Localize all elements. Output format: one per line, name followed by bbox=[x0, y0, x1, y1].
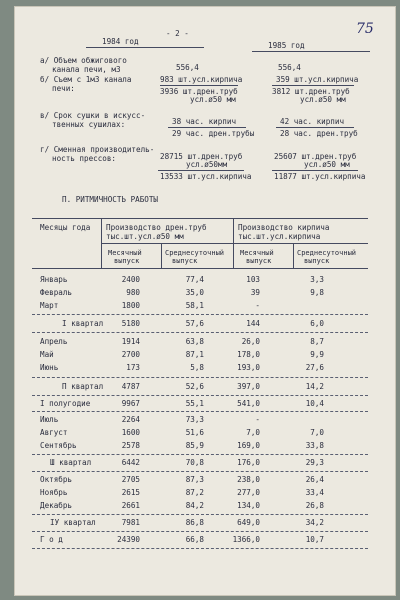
bricks-daily: 7,0 bbox=[310, 428, 324, 437]
row-separator bbox=[32, 314, 368, 315]
item-a-label: а/ Объем обжигового bbox=[40, 56, 127, 65]
pipes-monthly: 2700 bbox=[121, 350, 140, 359]
row-label: Ш квартал bbox=[50, 458, 92, 467]
pipes-monthly: 173 bbox=[126, 363, 140, 372]
pipes-daily: 52,6 bbox=[185, 382, 204, 391]
item-b-label-cont: печи: bbox=[52, 84, 75, 93]
row-separator bbox=[32, 377, 368, 378]
item-g-1984-divider bbox=[158, 170, 244, 171]
item-g-label-cont: ность прессов: bbox=[52, 154, 117, 163]
row-label: Февраль bbox=[40, 288, 73, 297]
sub-bricks-monthly: Месячный bbox=[240, 249, 274, 257]
item-v-1985-bricks: 42 час. кирпич bbox=[280, 117, 345, 126]
bricks-monthly: 277,0 bbox=[237, 488, 260, 497]
sub-pipes-daily: Среднесуточный bbox=[165, 249, 225, 257]
item-v-1984-pipes: 29 час. дрен.трубы bbox=[172, 129, 255, 138]
bricks-daily: 9,8 bbox=[310, 288, 324, 297]
pipes-monthly: 980 bbox=[126, 288, 140, 297]
row-separator bbox=[32, 471, 368, 472]
bricks-monthly: 26,0 bbox=[241, 337, 260, 346]
row-label: Апрель bbox=[40, 337, 68, 346]
item-v-label-cont: твенных сушилах: bbox=[52, 120, 126, 129]
row-separator bbox=[32, 411, 368, 412]
pipes-monthly: 7981 bbox=[121, 518, 140, 527]
year-1985-heading: 1985 год bbox=[268, 41, 305, 50]
bricks-monthly: 541,0 bbox=[237, 399, 260, 408]
item-b-1985-divider bbox=[272, 85, 354, 86]
bricks-monthly: 178,0 bbox=[237, 350, 260, 359]
subheader-rule bbox=[101, 243, 368, 244]
pipes-daily: 58,1 bbox=[185, 301, 204, 310]
bricks-daily: 9,9 bbox=[310, 350, 324, 359]
item-b-1984-pipes-unit: усл.ø50 мм bbox=[190, 95, 236, 104]
col-header-pipes-unit: тыс.шт.усл.ø50 мм bbox=[106, 232, 184, 241]
row-label: Ноябрь bbox=[40, 488, 68, 497]
bricks-monthly: - bbox=[255, 301, 260, 310]
bricks-daily: 10,4 bbox=[305, 399, 324, 408]
item-v-1984-bricks: 38 час. кирпич bbox=[172, 117, 237, 126]
pipes-daily: 77,4 bbox=[185, 275, 204, 284]
pipes-daily: 63,8 bbox=[185, 337, 204, 346]
row-label: Июнь bbox=[40, 363, 59, 372]
year-1984-heading: 1984 год bbox=[102, 37, 139, 46]
pipes-daily: 35,0 bbox=[185, 288, 204, 297]
bricks-daily: 14,2 bbox=[305, 382, 324, 391]
page-number: - 2 - bbox=[166, 29, 189, 38]
item-b-1984-pipes: 3936 шт.дрен.труб bbox=[160, 87, 238, 96]
pipes-monthly: 24390 bbox=[117, 535, 140, 544]
row-separator bbox=[32, 514, 368, 515]
row-label: Г о д bbox=[40, 535, 63, 544]
pipes-daily: 85,9 bbox=[185, 441, 204, 450]
pipes-monthly: 2264 bbox=[121, 415, 140, 424]
item-v-1985-divider bbox=[276, 127, 354, 128]
row-label: I квартал bbox=[62, 319, 104, 328]
sub-pipes-daily-2: выпуск bbox=[172, 257, 198, 265]
bricks-daily: 8,7 bbox=[310, 337, 324, 346]
bricks-monthly: - bbox=[255, 415, 260, 424]
pipes-daily: 84,2 bbox=[185, 501, 204, 510]
item-a-1984: 556,4 bbox=[176, 63, 199, 72]
item-g-1985-pipes: 25607 шт.дрен.труб bbox=[274, 152, 357, 161]
row-separator bbox=[32, 395, 368, 396]
pipes-daily: 87,3 bbox=[185, 475, 204, 484]
item-b-1985-pipes-unit: усл.ø50 мм bbox=[300, 95, 346, 104]
bricks-daily: 27,6 bbox=[305, 363, 324, 372]
pipes-daily: 57,6 bbox=[185, 319, 204, 328]
bricks-monthly: 134,0 bbox=[237, 501, 260, 510]
year-1984-underline bbox=[86, 47, 204, 48]
item-b-1984-bricks: 983 шт.усл.кирпича bbox=[160, 75, 243, 84]
col-header-bricks: Производство кирпича bbox=[238, 223, 330, 232]
row-label: Октябрь bbox=[40, 475, 73, 484]
bricks-monthly: 397,0 bbox=[237, 382, 260, 391]
pipes-monthly: 1914 bbox=[121, 337, 140, 346]
pipes-monthly: 2615 bbox=[121, 488, 140, 497]
bricks-monthly: 144 bbox=[246, 319, 260, 328]
col-header-bricks-unit: тыс.шт.усл.кирпича bbox=[238, 232, 321, 241]
row-label: Май bbox=[40, 350, 54, 359]
bricks-daily: 3,3 bbox=[310, 275, 324, 284]
row-label: IУ квартал bbox=[50, 518, 96, 527]
bricks-monthly: 103 bbox=[246, 275, 260, 284]
bricks-daily: 34,2 bbox=[305, 518, 324, 527]
item-v-1985-pipes: 28 час. дрен.труб bbox=[280, 129, 358, 138]
pipes-daily: 55,1 bbox=[185, 399, 204, 408]
sub-pipes-monthly-2: выпуск bbox=[114, 257, 140, 265]
pipes-daily: 87,2 bbox=[185, 488, 204, 497]
row-separator bbox=[32, 332, 368, 333]
pipes-daily: 73,3 bbox=[185, 415, 204, 424]
pipes-monthly: 5180 bbox=[121, 319, 140, 328]
pipes-daily: 66,8 bbox=[185, 535, 204, 544]
bricks-daily: 29,3 bbox=[305, 458, 324, 467]
row-label: Июль bbox=[40, 415, 59, 424]
row-label: Март bbox=[40, 301, 59, 310]
pipes-monthly: 6442 bbox=[121, 458, 140, 467]
sub-bricks-monthly-2: выпуск bbox=[246, 257, 272, 265]
item-g-1984-bricks: 13533 шт.усл.кирпича bbox=[160, 172, 252, 181]
bricks-daily: 33,8 bbox=[305, 441, 324, 450]
sub-bricks-daily: Среднесуточный bbox=[297, 249, 357, 257]
bricks-monthly: 39 bbox=[250, 288, 260, 297]
row-label: Август bbox=[40, 428, 68, 437]
bricks-monthly: 649,0 bbox=[237, 518, 260, 527]
handwritten-sheet-number: 75 bbox=[356, 21, 374, 37]
row-label: Декабрь bbox=[40, 501, 73, 510]
item-g-1984-pipes-unit: усл.ø50мм bbox=[186, 160, 228, 169]
col-divider-1b bbox=[161, 243, 162, 268]
item-v-label: в/ Срок сушки в искусс- bbox=[40, 111, 146, 120]
pipes-monthly: 2705 bbox=[121, 475, 140, 484]
item-g-1985-divider bbox=[272, 170, 358, 171]
bricks-monthly: 169,0 bbox=[237, 441, 260, 450]
item-v-1984-divider bbox=[168, 127, 246, 128]
col-header-pipes: Производство дрен.труб bbox=[106, 223, 207, 232]
col-header-months: Месяцы года bbox=[40, 223, 91, 232]
pipes-monthly: 2661 bbox=[121, 501, 140, 510]
section-title: П. РИТМИЧНОСТЬ РАБОТЫ bbox=[62, 195, 159, 204]
bricks-monthly: 176,0 bbox=[237, 458, 260, 467]
pipes-monthly: 9967 bbox=[121, 399, 140, 408]
table-top-rule bbox=[32, 218, 368, 219]
pipes-monthly: 1600 bbox=[121, 428, 140, 437]
sub-bricks-daily-2: выпуск bbox=[304, 257, 330, 265]
pipes-monthly: 4787 bbox=[121, 382, 140, 391]
row-label: П квартал bbox=[62, 382, 104, 391]
pipes-daily: 51,6 bbox=[185, 428, 204, 437]
item-g-1984-pipes: 28715 шт.дрен.труб bbox=[160, 152, 243, 161]
bricks-monthly: 238,0 bbox=[237, 475, 260, 484]
pipes-daily: 87,1 bbox=[185, 350, 204, 359]
bricks-daily: 6,0 bbox=[310, 319, 324, 328]
bricks-monthly: 7,0 bbox=[246, 428, 260, 437]
item-b-1985-bricks: 359 шт.усл.кирпича bbox=[276, 75, 359, 84]
header-bottom-rule bbox=[32, 268, 368, 269]
bricks-monthly: 193,0 bbox=[237, 363, 260, 372]
row-label: I полугодие bbox=[40, 399, 91, 408]
pipes-monthly: 1800 bbox=[121, 301, 140, 310]
item-b-label: б/ Съем с 1м3 канала bbox=[40, 75, 132, 84]
bricks-monthly: 1366,0 bbox=[232, 535, 260, 544]
item-b-1985-pipes: 3812 шт.дрен.труб bbox=[272, 87, 350, 96]
row-label: Сентябрь bbox=[40, 441, 77, 450]
row-label: Январь bbox=[40, 275, 68, 284]
pipes-daily: 5,8 bbox=[190, 363, 204, 372]
item-g-label: г/ Сменная производитель- bbox=[40, 145, 155, 154]
pipes-daily: 86,8 bbox=[185, 518, 204, 527]
row-separator bbox=[32, 548, 368, 549]
pipes-monthly: 2400 bbox=[121, 275, 140, 284]
pipes-daily: 70,8 bbox=[185, 458, 204, 467]
bricks-daily: 26,4 bbox=[305, 475, 324, 484]
item-g-1985-bricks: 11877 шт.усл.кирпича bbox=[274, 172, 366, 181]
item-b-1984-divider bbox=[160, 85, 238, 86]
row-separator bbox=[32, 531, 368, 532]
col-divider-2b bbox=[293, 243, 294, 268]
bricks-daily: 26,8 bbox=[305, 501, 324, 510]
year-1985-underline bbox=[252, 51, 370, 52]
sub-pipes-monthly: Месячный bbox=[108, 249, 142, 257]
item-a-1985: 556,4 bbox=[278, 63, 301, 72]
item-g-1985-pipes-unit: усл.ø50 мм bbox=[304, 160, 350, 169]
pipes-monthly: 2578 bbox=[121, 441, 140, 450]
item-a-label-cont: канала печи, м3 bbox=[52, 65, 121, 74]
row-separator bbox=[32, 454, 368, 455]
bricks-daily: 10,7 bbox=[305, 535, 324, 544]
bricks-daily: 33,4 bbox=[305, 488, 324, 497]
